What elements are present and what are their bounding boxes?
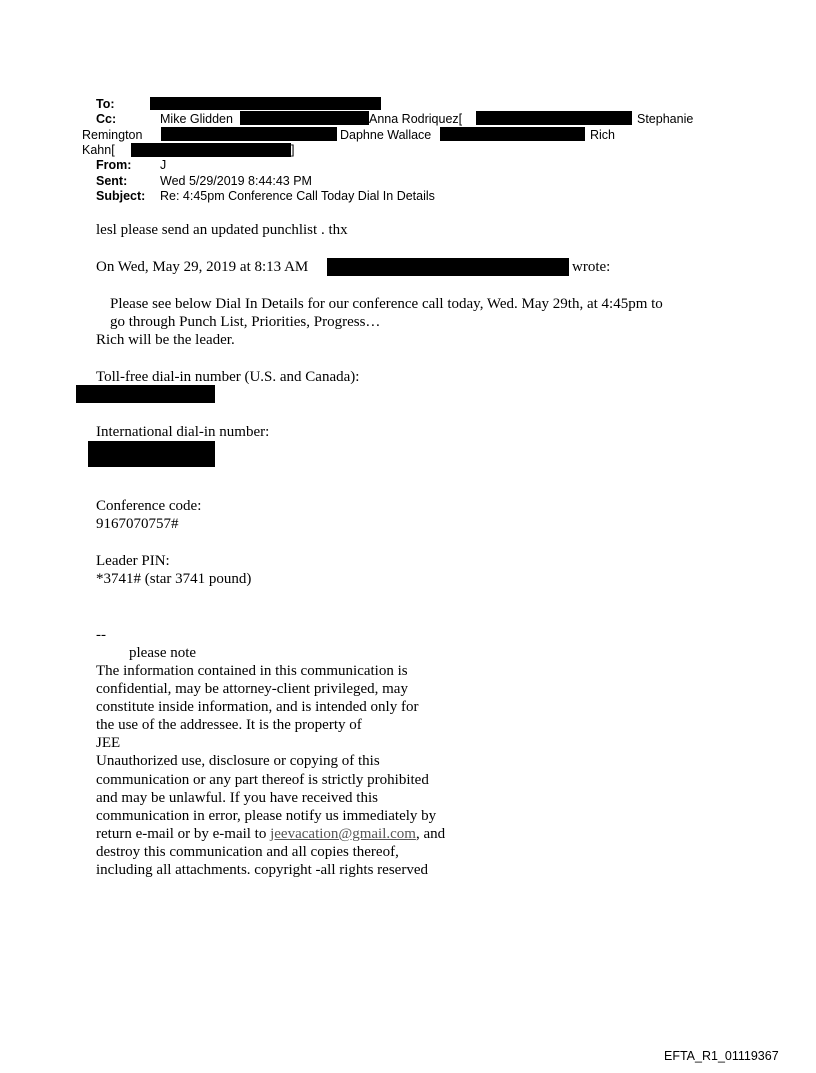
redaction-bar — [88, 441, 215, 467]
cc-name-remington: Remington — [82, 128, 143, 142]
redaction-bar — [440, 127, 585, 141]
disclaimer-line: and may be unlawful. If you have received this — [96, 789, 378, 806]
redaction-bar — [150, 97, 381, 110]
redaction-bar — [161, 127, 337, 141]
cc-name-daphne: Daphne Wallace — [340, 128, 432, 142]
redaction-bar — [476, 111, 632, 125]
conference-code-label: Conference code: — [96, 498, 202, 514]
cc-label: Cc: — [96, 112, 117, 126]
cc-name-kahn: Kahn[ — [82, 143, 115, 157]
conference-code-value: 9167070757# — [96, 516, 179, 532]
disclaimer-line: The information contained in this communication is — [96, 663, 408, 679]
from-value: J — [160, 158, 167, 172]
leader-line: Rich will be the leader. — [96, 332, 235, 348]
quoted-paragraph-line-1: Please see below Dial In Details for our conference call today, Wed. May 29th, at 4:45pm to — [110, 296, 663, 312]
email-link[interactable]: jeevacation@gmail.com — [270, 825, 416, 842]
email-prefix: return e-mail or by e-mail to — [96, 825, 271, 842]
from-label: From: — [96, 158, 132, 172]
redaction-bar — [131, 143, 291, 157]
disclaimer-text — [96, 662, 445, 879]
subject-label: Subject: — [96, 189, 146, 203]
email-suffix: , and — [415, 825, 446, 842]
signature-note: please note — [129, 645, 197, 661]
to-label: To: — [96, 97, 115, 111]
redaction-bar — [327, 258, 569, 276]
quoted-paragraph-line-2: go through Punch List, Priorities, Progress… — [110, 314, 381, 330]
disclaimer-line: confidential, may be attorney-client privileged, may — [96, 681, 408, 698]
redaction-bar — [76, 385, 215, 403]
disclaimer-line: communication or any part thereof is strictly prohibited — [96, 771, 429, 788]
signature-dashes: -- — [96, 627, 106, 643]
quote-wrote: wrote: — [572, 259, 611, 275]
redaction-bar — [240, 111, 369, 125]
disclaimer-line: Unauthorized use, disclosure or copying of this — [96, 753, 380, 770]
leader-pin-value: *3741# (star 3741 pound) — [96, 571, 252, 587]
disclaimer-line: including all attachments. copyright -all rights reserved — [96, 862, 428, 879]
document-id: EFTA_R1_01119367 — [664, 1049, 779, 1063]
reply-text: lesl please send an updated punchlist . thx — [96, 222, 348, 238]
disclaimer-line: JEE — [96, 735, 121, 752]
cc-name-anna: Anna Rodriquez[ — [369, 112, 463, 126]
cc-name-mike: Mike Glidden — [160, 112, 233, 126]
tollfree-label: Toll-free dial-in number (U.S. and Canada): — [96, 369, 360, 385]
disclaimer-line: constitute inside information, and is intended only for — [96, 699, 419, 716]
cc-close-bracket: ] — [291, 143, 295, 157]
disclaimer-line: destroy this communication and all copies thereof, — [96, 843, 399, 860]
cc-name-stephanie: Stephanie — [637, 112, 694, 126]
disclaimer-line: communication in error, please notify us immediately by — [96, 807, 437, 824]
sent-label: Sent: — [96, 174, 128, 188]
disclaimer-email-line — [96, 825, 445, 843]
cc-name-rich: Rich — [590, 128, 616, 142]
subject-value: Re: 4:45pm Conference Call Today Dial In Details — [160, 189, 435, 203]
intl-label: International dial-in number: — [96, 424, 270, 440]
leader-pin-label: Leader PIN: — [96, 553, 170, 569]
disclaimer-line: the use of the addressee. It is the property of — [96, 717, 362, 734]
sent-value: Wed 5/29/2019 8:44:43 PM — [160, 174, 312, 188]
quote-intro: On Wed, May 29, 2019 at 8:13 AM — [96, 259, 309, 275]
